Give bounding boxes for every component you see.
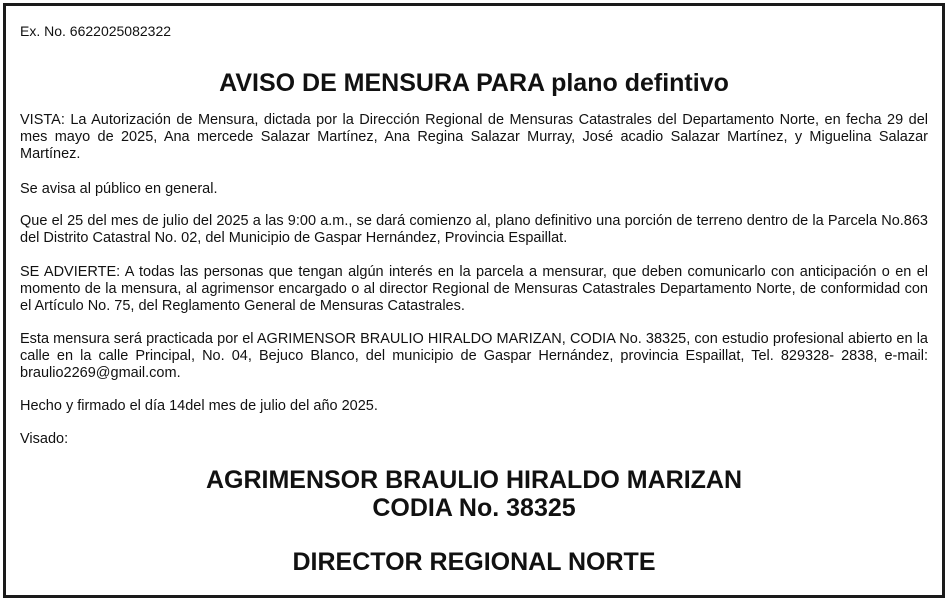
paragraph-signed-date: Hecho y firmado el día 14del mes de julio del año 2025. xyxy=(20,398,378,414)
signature-codia: CODIA No. 38325 xyxy=(372,494,576,522)
paragraph-public-notice: Se avisa al público en general. xyxy=(20,181,218,197)
paragraph-warning: SE ADVIERTE: A todas las personas que tengan algún interés en la parcela a mensurar, que deben comunicarlo con anticipación o en el momento de la mensura, al agrimensor encargado o al director Regional de Mensuras Catastrales Departamento Norte, de conformidad con el Artículo No. 75, del Reglamento General de Mensuras Catastrales. xyxy=(20,264,928,314)
notice-content xyxy=(18,6,930,595)
notice-title: AVISO DE MENSURA PARA plano defintivo xyxy=(219,69,729,97)
paragraph-visado: Visado: xyxy=(20,431,69,447)
legal-notice xyxy=(3,3,945,598)
paragraph-survey-date: Que el 25 del mes de julio del 2025 a las 9:00 a.m., se dará comienzo al, plano definitivo una porción de terreno dentro de la Parcela No.863 del Distrito Catastral No. 02, del Municipio de Gaspar Hernández, Provincia Espaillat. xyxy=(20,213,928,246)
signature-role: DIRECTOR REGIONAL NORTE xyxy=(292,548,656,576)
paragraph-vista: VISTA: La Autorización de Mensura, dictada por la Dirección Regional de Mensuras Catastrales del Departamento Norte, en fecha 29 del mes mayo de 2025, Ana mercede Salazar Martínez, Ana Regina Salazar Murray, José acadio Salazar Martínez, y Miguelina Salazar Martínez. xyxy=(20,112,928,162)
signature-name: AGRIMENSOR BRAULIO HIRALDO MARIZAN xyxy=(205,466,743,494)
expedient-number: Ex. No. 6622025082322 xyxy=(20,23,172,39)
paragraph-surveyor-info: Esta mensura será practicada por el AGRIMENSOR BRAULIO HIRALDO MARIZAN, CODIA No. 38325, con estudio profesional abierto en la calle en la calle Principal, No. 04, Bejuco Blanco, del municipio de Gaspar Hernández, provincia Espaillat, Tel. 829328- 2838, e-mail: braulio2269@gmail.com. xyxy=(20,331,928,381)
